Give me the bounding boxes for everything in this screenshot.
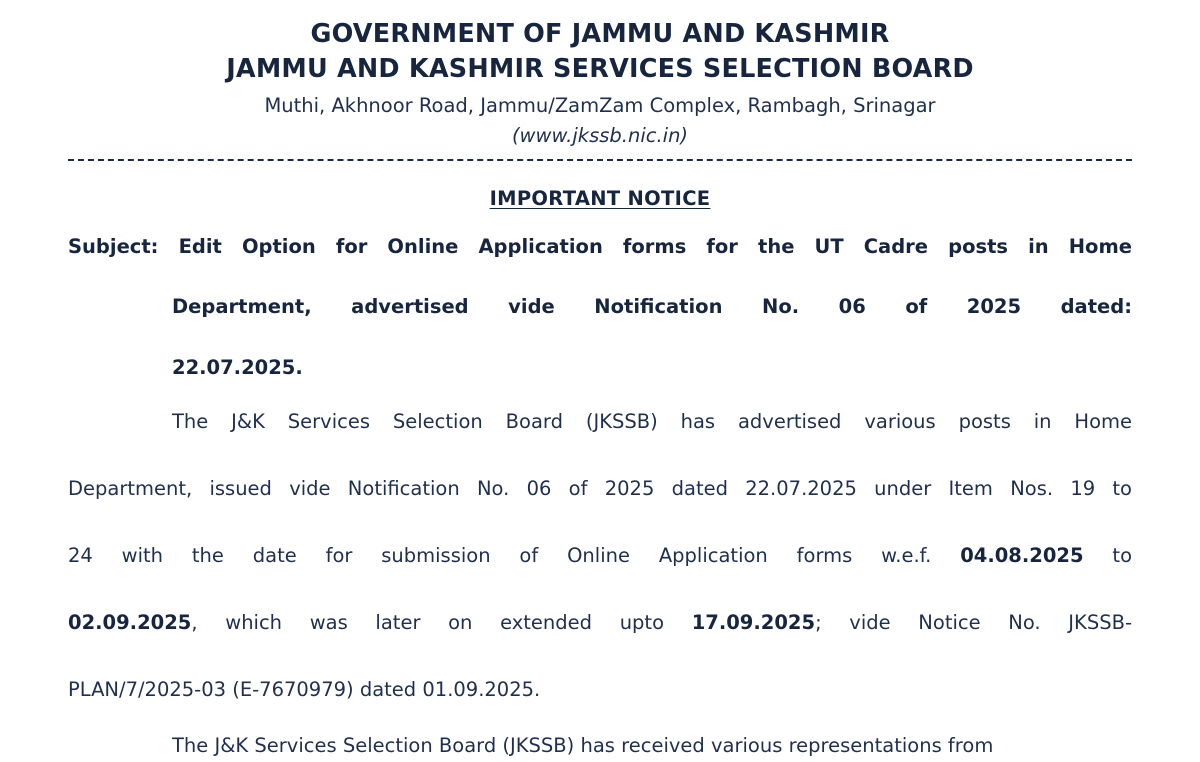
office-address: Muthi, Akhnoor Road, Jammu/ZamZam Complex, Rambagh, Srinagar <box>264 94 936 118</box>
para1-line3-tail: to <box>1083 544 1132 568</box>
subject-text-line-2: Department, advertised vide Notification No. 06 of 2025 dated: <box>172 295 1132 319</box>
subject-label: Subject: <box>68 234 159 258</box>
paragraph-two <box>68 729 1132 762</box>
website-url: (www.jkssb.nic.in) <box>511 123 689 147</box>
board-title: JAMMU AND KASHMIR SERVICES SELECTION BOARD <box>226 53 974 84</box>
subject-text-line-1: Edit Option for Online Application forms for the UT Cadre posts in Home <box>178 234 1132 258</box>
para1-line4-text: , which was later on extended upto <box>191 611 692 635</box>
header-divider <box>68 159 1132 161</box>
end-date-value: 02.09.2025 <box>68 611 192 635</box>
paragraph-one <box>68 405 1132 707</box>
extended-date-value: 17.09.2025 <box>691 611 816 635</box>
para1-line1: The J&K Services Selection Board (JKSSB) has advertised various posts in Home <box>172 410 1132 434</box>
para2-line1: The J&K Services Selection Board (JKSSB) has received various representations from <box>172 733 994 757</box>
subject-text-line-3: 22.07.2025. <box>172 355 303 379</box>
notice-title-container <box>0 187 1200 210</box>
subject-block <box>68 232 1132 383</box>
para1-line5: PLAN/7/2025-03 (E-7670979) dated 01.09.2025. <box>68 678 541 702</box>
start-date-value: 04.08.2025 <box>960 544 1084 568</box>
para1-line2: Department, issued vide Notification No. 06 of 2025 dated 22.07.2025 under Item Nos. 19 to <box>68 477 1132 501</box>
document-header <box>0 0 1200 148</box>
government-title: GOVERNMENT OF JAMMU AND KASHMIR <box>310 19 890 49</box>
para1-line3-text: 24 with the date for submission of Online Application forms w.e.f. <box>68 544 961 568</box>
notice-heading: IMPORTANT NOTICE <box>489 186 711 210</box>
para1-line4-tail: ; vide Notice No. JKSSB- <box>815 611 1133 635</box>
